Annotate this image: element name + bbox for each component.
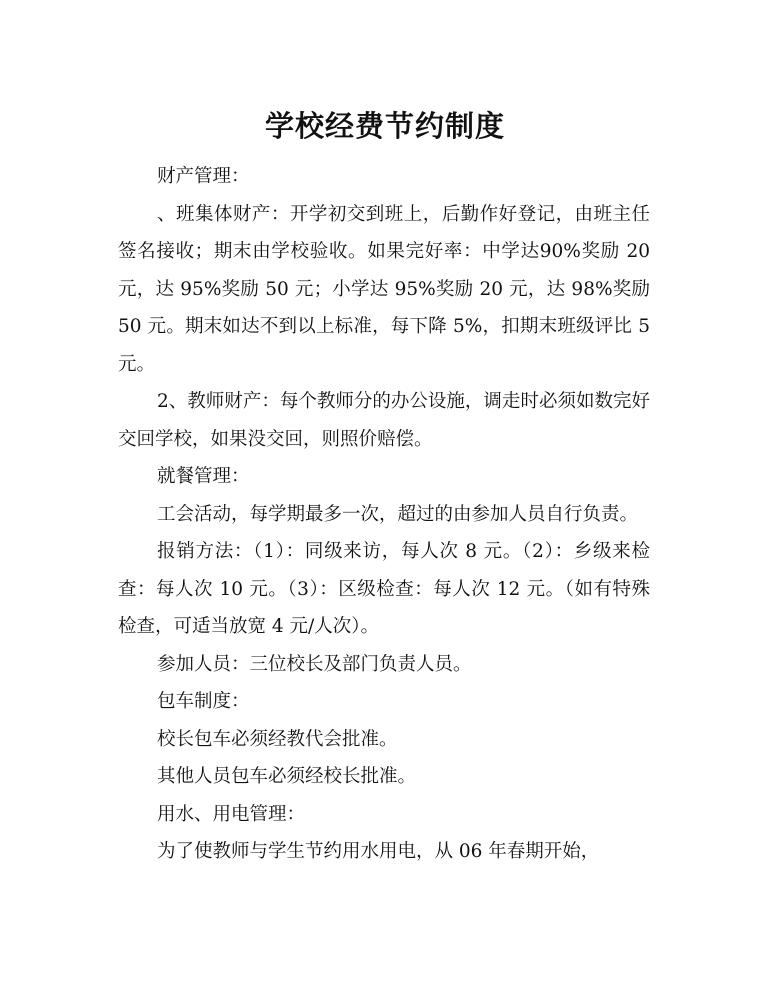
- paragraph-union-activities: 工会活动，每学期最多一次，超过的由参加人员自行负责。: [157, 503, 639, 525]
- paragraph-dining-management-heading: 就餐管理：: [157, 466, 250, 487]
- paragraph-water-electricity-heading: 用水、用电管理：: [157, 803, 306, 825]
- paragraph-staff-vehicle-hire: 其他人员包车必须经校长批准。: [157, 766, 417, 787]
- paragraph-teacher-property: 2、教师财产：每个教师分的办公设施，调走时必须如数完好交回学校，如果没交回，则照价赔偿。: [118, 391, 650, 450]
- paragraph-reimbursement-method: 报销方法：（1）：同级来访，每人次 8 元。（2）：乡级来检查：每人次 10 元。（3）：区级检查：每人次 12 元。（如有特殊检查，可适当放宽 4 元/人次）。: [118, 541, 650, 637]
- paragraph-water-electricity-intro: 为了使教师与学生节约用水用电，从 06 年春期开始，: [157, 841, 600, 862]
- paragraph-class-property: 、班集体财产：开学初交到班上，后勤作好登记，由班主任签名接收；期末由学校验收。如果完好率：中学达90%奖励 20 元，达 95%奖励 50 元；小学达 95%奖励 20 元，达 98%奖励 50 元。期末如达不到以上标准，每下降 5%，扣期末班级评比 5 元。: [118, 203, 650, 375]
- document-body: [118, 158, 650, 871]
- paragraph-principal-vehicle-hire: 校长包车必须经教代会批准。: [157, 728, 398, 750]
- paragraph-property-management-heading: 财产管理：: [157, 166, 250, 187]
- document-title: 学校经费节约制度: [264, 109, 505, 143]
- paragraph-participants: 参加人员：三位校长及部门负责人员。: [157, 653, 472, 675]
- paragraph-vehicle-hire-heading: 包车制度：: [157, 691, 250, 712]
